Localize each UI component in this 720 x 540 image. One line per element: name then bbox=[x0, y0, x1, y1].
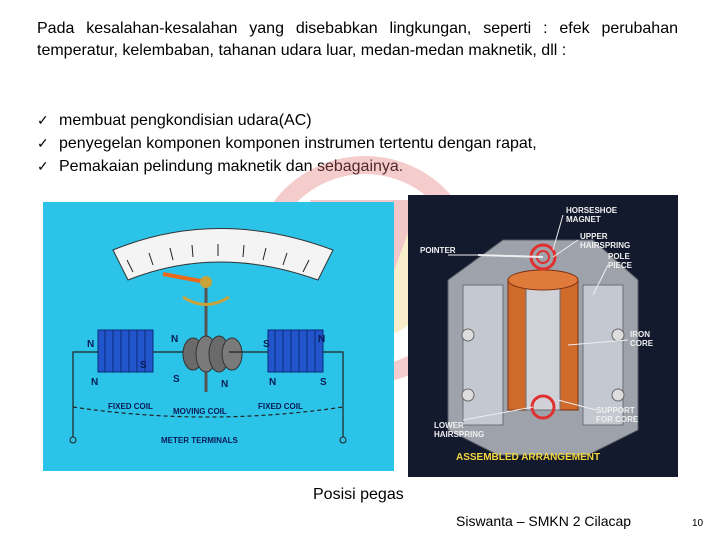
page-number: 10 bbox=[692, 518, 704, 529]
label-pole-piece: POLE PIECE bbox=[608, 252, 633, 270]
pole-left bbox=[463, 285, 503, 425]
label-iron-core: IRON CORE bbox=[630, 330, 654, 348]
electrodynamometer-diagram bbox=[43, 202, 394, 471]
pivot bbox=[200, 276, 212, 288]
pole-n: N bbox=[221, 379, 229, 390]
footer-author: Siswanta – SMKN 2 Cilacap bbox=[456, 513, 632, 529]
pole-s: S bbox=[263, 339, 270, 350]
pole-s: S bbox=[320, 377, 327, 388]
checkmark-icon: ✓ bbox=[37, 112, 49, 128]
pole-s: S bbox=[140, 360, 147, 371]
moving-coil-4 bbox=[222, 338, 242, 370]
pole-n: N bbox=[318, 334, 326, 345]
label-lower-hairspring: LOWER HAIRSPRING bbox=[434, 421, 485, 439]
label-meter-terminals: METER TERMINALS bbox=[161, 436, 238, 445]
bullet-text: membuat pengkondisian udara(AC) bbox=[59, 112, 312, 129]
pole-s: S bbox=[173, 374, 180, 385]
pole-right bbox=[583, 285, 623, 425]
label-horseshoe-magnet: HORSESHOE MAGNET bbox=[566, 206, 618, 224]
checkmark-icon: ✓ bbox=[37, 158, 49, 174]
bullet-text: penyegelan komponen komponen instrumen tertentu dengan rapat, bbox=[59, 135, 537, 152]
screw bbox=[612, 329, 624, 341]
screw bbox=[462, 329, 474, 341]
checkmark-icon: ✓ bbox=[37, 135, 49, 151]
label-upper-hairspring: UPPER HAIRSPRING bbox=[580, 232, 631, 250]
pole-n: N bbox=[91, 377, 99, 388]
bullet-item bbox=[37, 109, 537, 132]
intro-paragraph: Pada kesalahan-kesalahan yang disebabkan lingkungan, seperti : efek perubahan temperatur, kelembaban, tahanan udara luar, medan-medan maknetik, dll : bbox=[37, 20, 678, 59]
bullet-text: Pemakaian pelindung maknetik dan sebagainya. bbox=[59, 158, 404, 175]
label-assembled: ASSEMBLED ARRANGEMENT bbox=[456, 452, 601, 463]
label-pointer: POINTER bbox=[420, 246, 456, 255]
label-fixed-coil-right: FIXED COIL bbox=[258, 402, 303, 411]
moving-coil-assembly-diagram bbox=[408, 195, 678, 477]
screw bbox=[612, 389, 624, 401]
iron-core bbox=[526, 280, 560, 410]
label-moving-coil: MOVING COIL bbox=[173, 407, 227, 416]
pole-n: N bbox=[87, 339, 95, 350]
pole-n: N bbox=[171, 334, 179, 345]
screw bbox=[462, 389, 474, 401]
figure-caption: Posisi pegas bbox=[313, 486, 404, 503]
label-fixed-coil-left: FIXED COIL bbox=[108, 402, 153, 411]
pole-n: N bbox=[269, 377, 277, 388]
label-support-for-core: SUPPORT FOR CORE bbox=[596, 406, 639, 424]
